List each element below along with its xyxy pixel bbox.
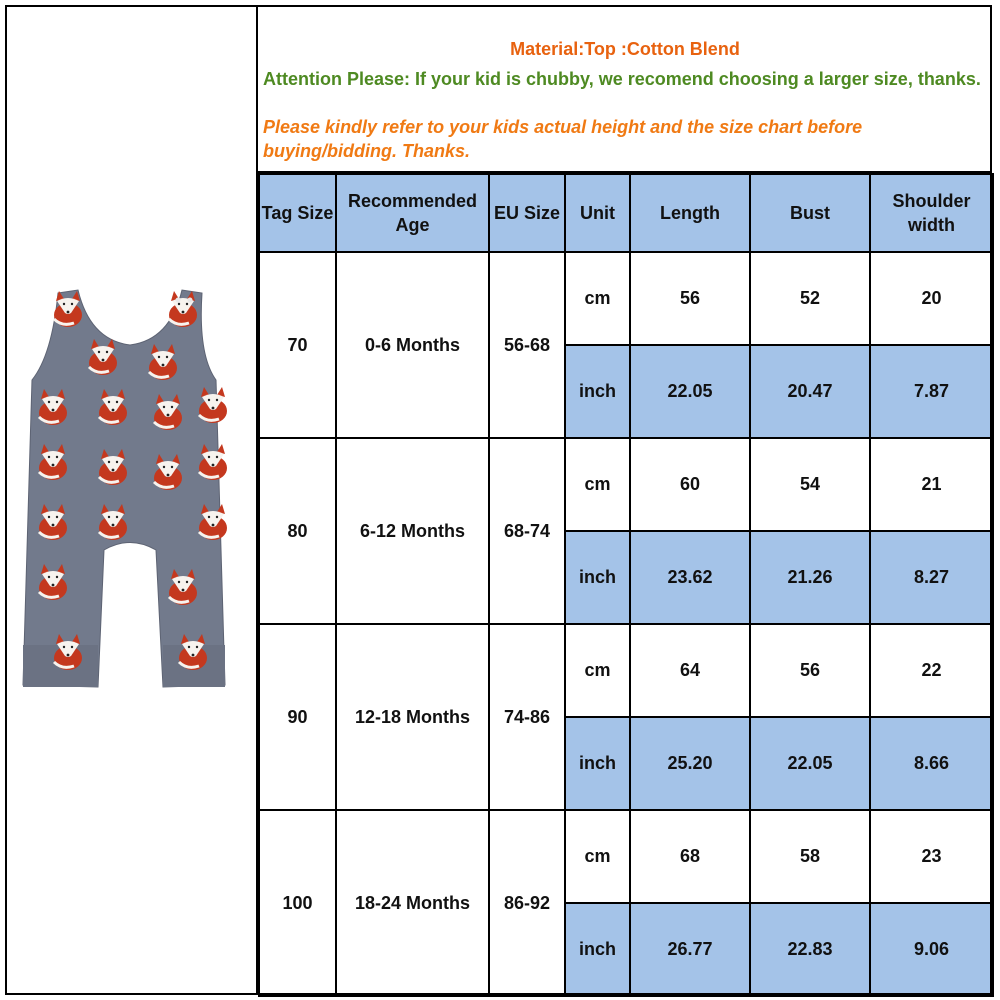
size-advice-note: Please kindly refer to your kids actual height and the size chart before buying/bidding. Thanks.: [263, 117, 863, 161]
length-cell: 64: [630, 624, 750, 717]
shoulder-cell: 20: [870, 252, 993, 345]
col-header-age: Recommended Age: [336, 174, 489, 252]
unit-cell: cm: [565, 624, 630, 717]
bust-cell: 21.26: [750, 531, 870, 624]
shoulder-cell: 21: [870, 438, 993, 531]
bust-cell: 54: [750, 438, 870, 531]
shoulder-cell: 8.27: [870, 531, 993, 624]
eu-size-cell: 56-68: [489, 252, 565, 438]
outer-frame: [5, 5, 992, 995]
shoulder-cell: 23: [870, 810, 993, 903]
eu-size-cell: 68-74: [489, 438, 565, 624]
tag-size-cell: 90: [259, 624, 336, 810]
col-header-length: Length: [630, 174, 750, 252]
length-cell: 22.05: [630, 345, 750, 438]
age-cell: 6-12 Months: [336, 438, 489, 624]
bust-cell: 52: [750, 252, 870, 345]
material-note: Material:Top :Cotton Blend: [510, 39, 740, 59]
unit-cell: cm: [565, 438, 630, 531]
unit-cell: cm: [565, 810, 630, 903]
col-header-bust: Bust: [750, 174, 870, 252]
age-cell: 12-18 Months: [336, 624, 489, 810]
tag-size-cell: 100: [259, 810, 336, 996]
bust-cell: 20.47: [750, 345, 870, 438]
shoulder-cell: 9.06: [870, 903, 993, 996]
tag-size-cell: 80: [259, 438, 336, 624]
length-cell: 25.20: [630, 717, 750, 810]
length-cell: 23.62: [630, 531, 750, 624]
unit-cell: inch: [565, 531, 630, 624]
col-header-unit: Unit: [565, 174, 630, 252]
col-header-tag-size: Tag Size: [259, 174, 336, 252]
bust-cell: 56: [750, 624, 870, 717]
bust-cell: 22.83: [750, 903, 870, 996]
length-cell: 26.77: [630, 903, 750, 996]
age-cell: 0-6 Months: [336, 252, 489, 438]
unit-cell: inch: [565, 717, 630, 810]
length-cell: 56: [630, 252, 750, 345]
unit-cell: cm: [565, 252, 630, 345]
unit-cell: inch: [565, 345, 630, 438]
length-cell: 68: [630, 810, 750, 903]
eu-size-cell: 74-86: [489, 624, 565, 810]
attention-note: Attention Please: If your kid is chubby, we recomend choosing a larger size, thanks.: [263, 69, 981, 89]
tag-size-cell: 70: [259, 252, 336, 438]
unit-cell: inch: [565, 903, 630, 996]
age-cell: 18-24 Months: [336, 810, 489, 996]
shoulder-cell: 22: [870, 624, 993, 717]
bust-cell: 58: [750, 810, 870, 903]
shoulder-cell: 7.87: [870, 345, 993, 438]
col-header-eu-size: EU Size: [489, 174, 565, 252]
col-header-shoulder: Shoulder width: [870, 174, 993, 252]
bust-cell: 22.05: [750, 717, 870, 810]
length-cell: 60: [630, 438, 750, 531]
shoulder-cell: 8.66: [870, 717, 993, 810]
eu-size-cell: 86-92: [489, 810, 565, 996]
